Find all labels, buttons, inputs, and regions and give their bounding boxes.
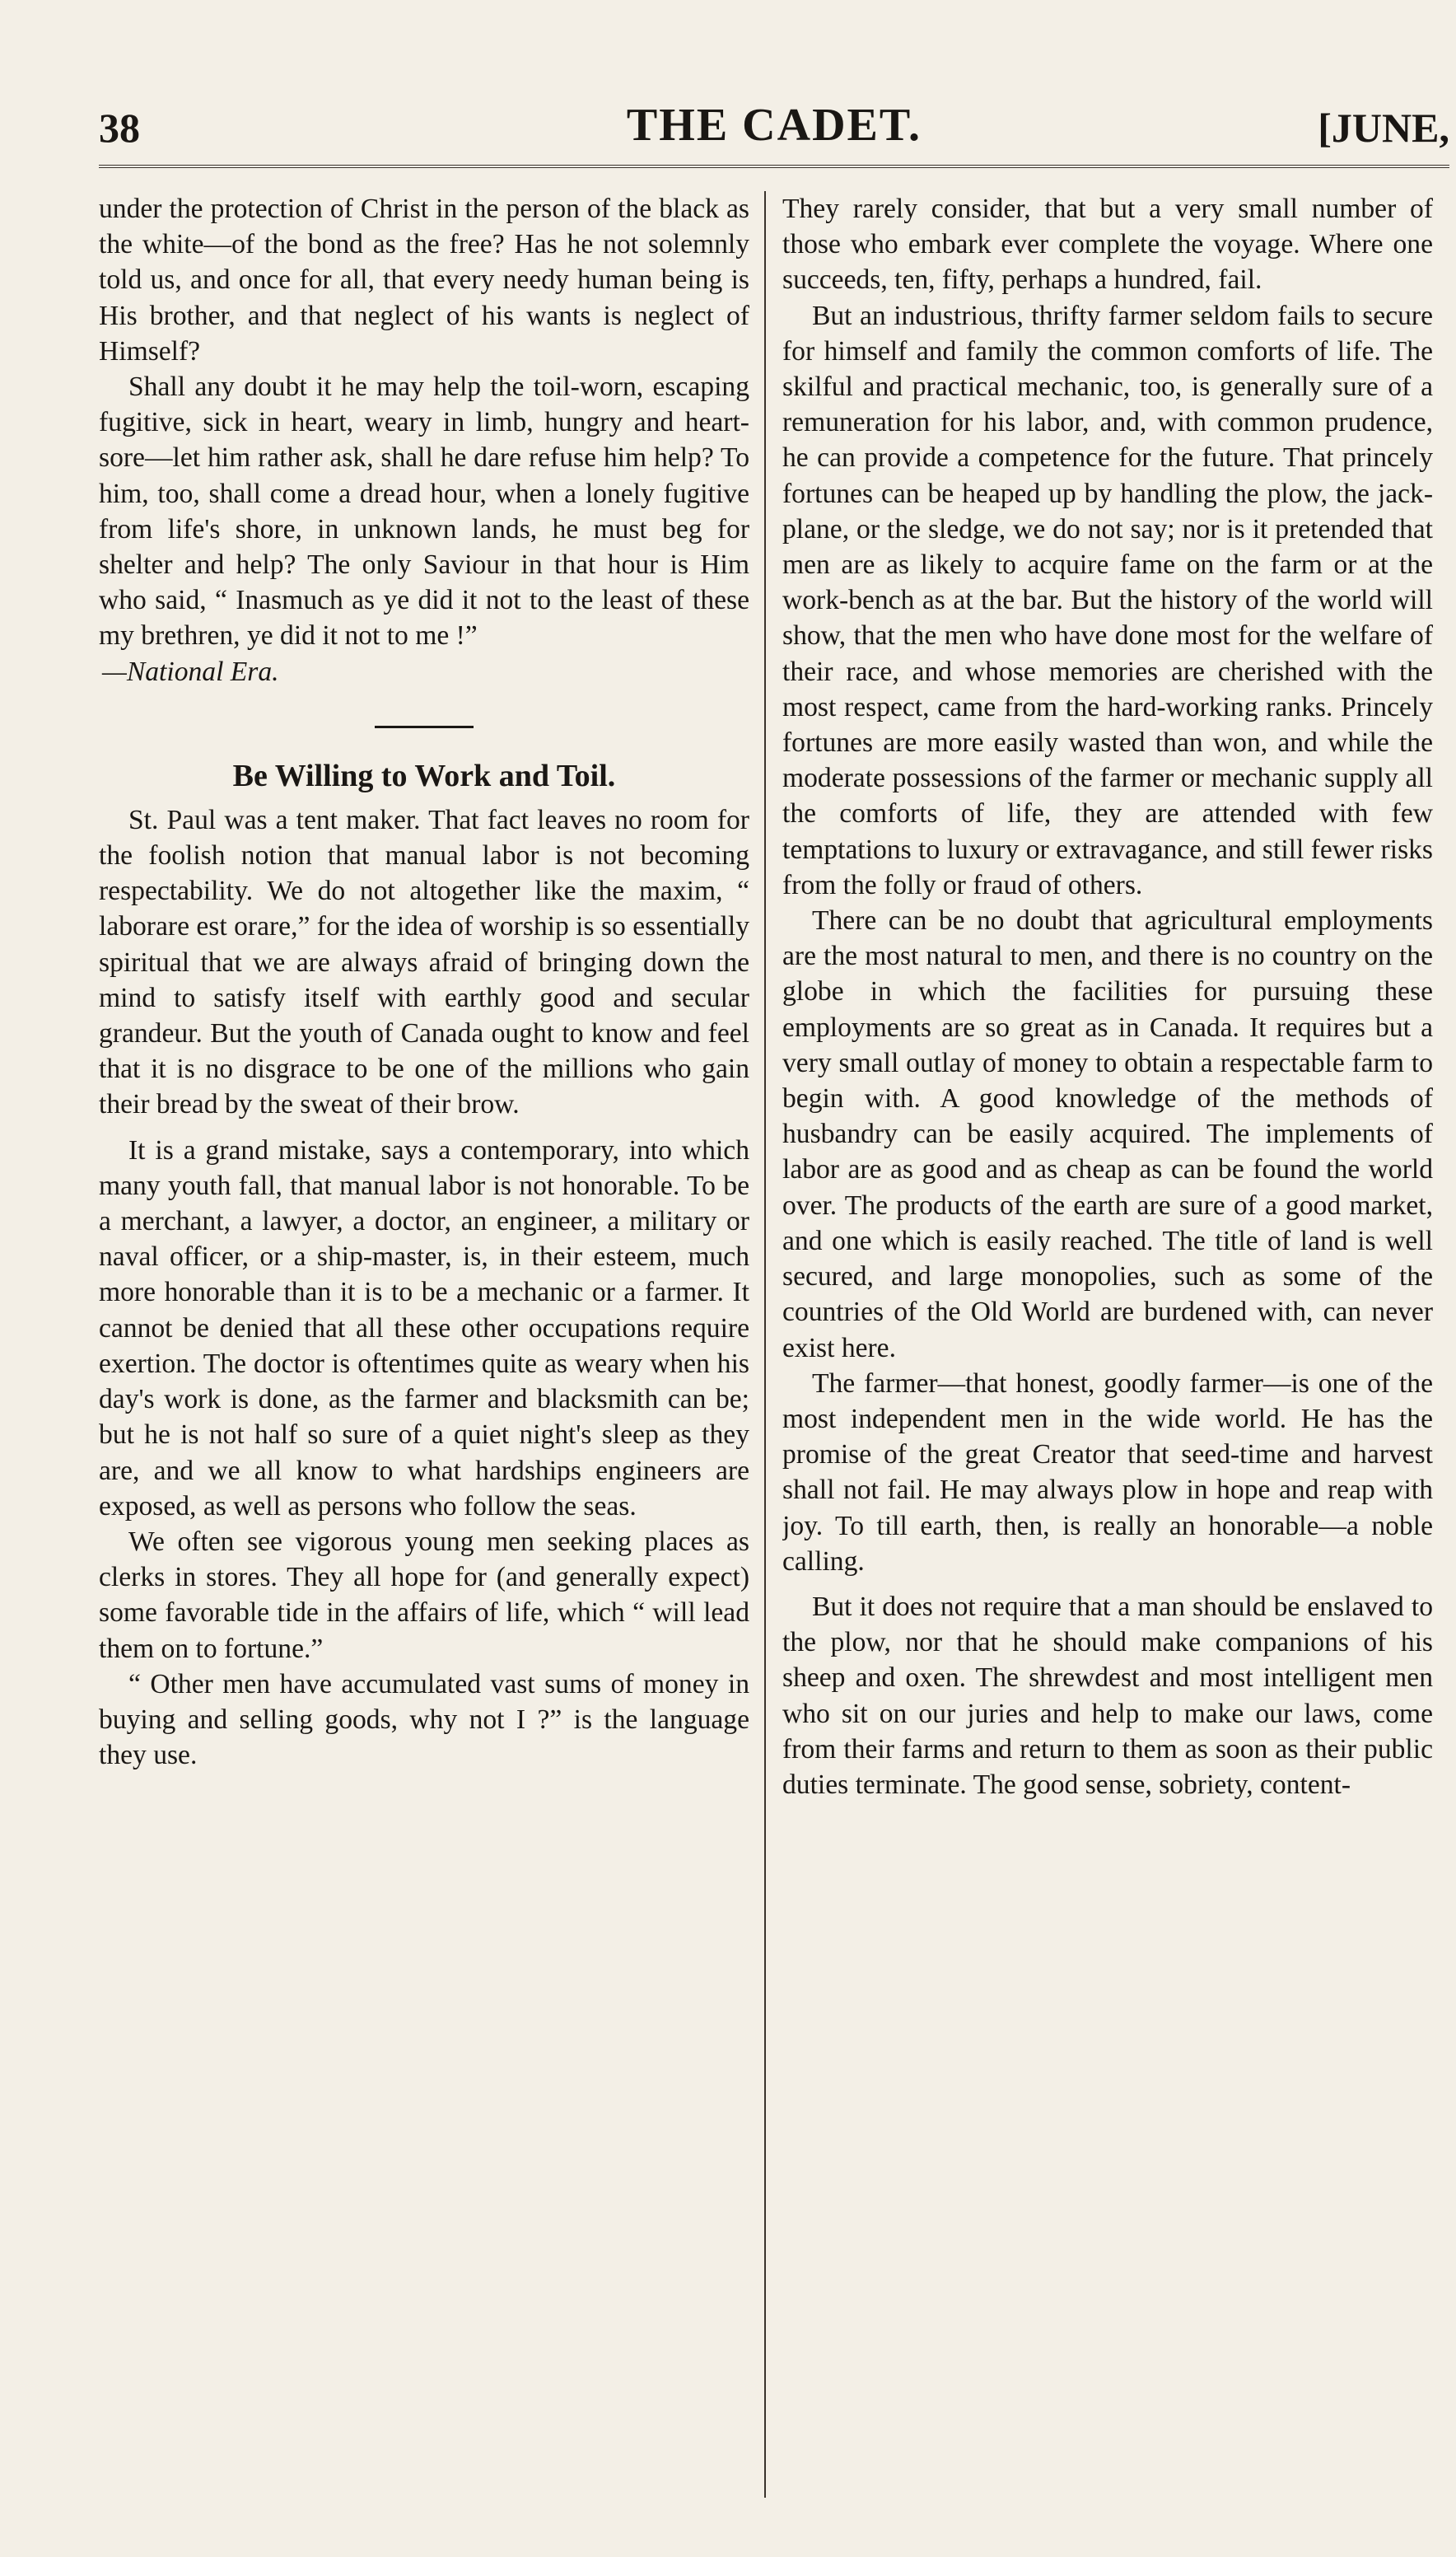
paragraph: But an industrious, thrifty farmer seldom fails to secure for himself and family the common comforts of life. The skilful and practical mechanic, too, is generally sure of a remuneration for his labor, and, with common prudence, he can provide a competence for the future. That princely fortunes can be heaped up by handling the plow, the jack-plane, or the sledge, we do not say; nor is it pretended that men are as likely to acquire fame on the farm or at the work-bench as at the bar. But the history of the world will show, that the men who have done most for the welfare of their race, and whose memories are cherished with the most respect, came from the hard-working ranks. Princely fortunes are more easily wasted than won, and while the moderate possessions of the farmer or mechanic supply all the comforts of life, they are attended with few temptations to luxury or extravagance, and still fewer risks from the folly or fraud of others. (782, 300, 1433, 900)
paragraph: There can be no doubt that agricultural employments are the most natural to men, and there is no country on the globe in which the facilities for pursuing these employments are so great as in Canada. It requires but a very small outlay of money to obtain a respectable farm to begin with. A good knowledge of the methods of husbandry can be easily acquired. The implements of labor are as good and as cheap as can be found the world over. The products of the earth are sure of a good market, and one which is easily reached. The title of land is well secured, and large monopolies, such as some of the countries of the Old World are burdened with, can never exist here. (782, 905, 1433, 1363)
left-column (99, 191, 749, 2514)
article-paragraph: “ Other men have accumulated vast sums of money in buying and selling goods, why not I ?” is the language they use. (99, 1668, 749, 1771)
article-title: Be Willing to Work and Toil. (232, 758, 616, 793)
section-divider (375, 726, 474, 728)
page-header (99, 99, 1449, 165)
header-rule (99, 165, 1449, 173)
paragraph: The farmer—that honest, goodly farmer—is one of the most independent men in the wide world. He has the promise of the great Creator that seed-time and harvest shall not fail. He may always plow in hope and reap with joy. To till earth, then, is really an honorable—a noble calling. (782, 1367, 1433, 1577)
page-number: 38 (99, 105, 140, 151)
journal-title: THE CADET. (626, 100, 922, 151)
article-paragraph: It is a grand mistake, says a contemporary, into which many youth fall, that manual labor is not honorable. To be a merchant, a lawyer, a doctor, an engineer, a military or naval officer, or a ship-master, is, in their esteem, much more honorable than it is to be a mechanic or a farmer. It cannot be denied that all these other occupations require exertion. The doctor is oftentimes quite as weary when his day's work is done, as the farmer and blacksmith can be; but he is not half so sure of a quiet night's sleep as they are, and we all know to what hardships engineers are exposed, as well as persons who follow the seas. (99, 1134, 749, 1522)
issue-month: [JUNE, (1318, 105, 1449, 151)
paragraph: Shall any doubt it he may help the toil-worn, escaping fugitive, sick in heart, weary in limb, hungry and heart-sore—let him rather ask, shall he dare refuse him help? To him, too, shall come a dread hour, when a lonely fugitive from life's shore, in unknown lands, he must beg for shelter and help? The only Saviour in that hour is Him who said, “ Inasmuch as ye did it not to the least of these my brethren, ye did it not to me !” (99, 372, 749, 652)
column-divider (764, 191, 766, 2498)
article-paragraph: We often see vigorous young men seeking places as clerks in stores. They all hope for (and generally expect) some favorable tide in the affairs of life, which “ will lead them on to fortune.” (99, 1526, 749, 1664)
continuation-paragraph: They rarely consider, that but a very small number of those who embark ever complete the voyage. Where one succeeds, ten, fifty, perhaps a hundred, fail. (782, 194, 1433, 296)
right-column (782, 191, 1433, 2514)
continuation-paragraph: under the protection of Christ in the person of the black as the white—of the bond as the free? Has he not solemnly told us, and once for all, that every needy human being is His brother, and that neglect of his wants is neglect of Himself? (99, 194, 749, 367)
paragraph: But it does not require that a man should be enslaved to the plow, nor that he should make companions of his sheep and oxen. The shrewdest and most intelligent men who sit on our juries and help to make our laws, come from their farms and return to them as soon as their public duties terminate. The good sense, sobriety, content- (782, 1591, 1433, 1800)
article-paragraph: St. Paul was a tent maker. That fact leaves no room for the foolish notion that manual labor is not becoming respectability. We do not altogether like the maxim, “ laborare est orare,” for the idea of worship is so essentially spiritual that we are always afraid of bringing down the mind to satisfy itself with earthly good and secular grandeur. But the youth of Canada ought to know and feel that it is no disgrace to be one of the millions who gain their bread by the sweat of their brow. (99, 804, 749, 1120)
source-credit: —National Era. (102, 656, 279, 687)
